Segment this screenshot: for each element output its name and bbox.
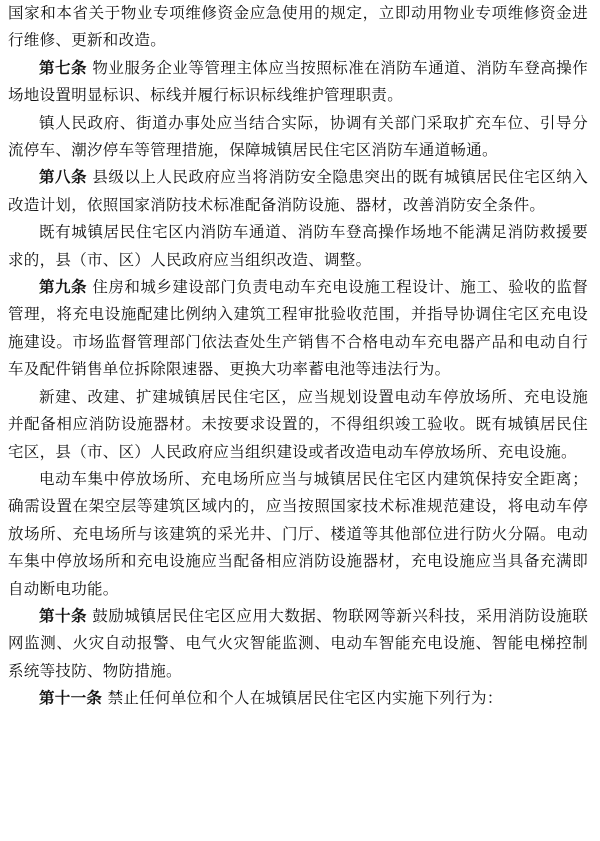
paragraph-0 (8, 0, 588, 55)
paragraph-6 (8, 384, 588, 466)
paragraph-text: 禁止任何单位和个人在城镇居民住宅区内实施下列行为： (107, 689, 503, 708)
article-7 (8, 55, 588, 110)
article-8 (8, 164, 588, 219)
paragraph-text: 既有城镇居民住宅区内消防车通道、消防车登高操作场地不能满足消防救援要求的，县（市、区）人民政府应当组织改造、调整。 (8, 223, 588, 269)
article-heading: 第十条 (39, 606, 87, 625)
article-heading: 第七条 (39, 58, 87, 77)
paragraph-text: 物业服务企业等管理主体应当按照标准在消防车通道、消防车登高操作场地设置明显标识、标线并履行标识标线维护管理职责。 (8, 58, 588, 105)
paragraph-text: 新建、改建、扩建城镇居民住宅区，应当规划设置电动车停放场所、充电设施并配备相应消防设施器材。未按要求设置的，不得组织竣工验收。既有城镇居民住宅区，县（市、区）人民政府应当组织建设或者改造电动车停放场所、充电设施。 (8, 387, 588, 461)
paragraph-text: 镇人民政府、街道办事处应当结合实际，协调有关部门采取扩充车位、引导分流停车、潮汐停车等管理措施，保障城镇居民住宅区消防车通道畅通。 (8, 113, 588, 160)
paragraph-4 (8, 219, 588, 274)
paragraph-text: 电动车集中停放场所、充电场所应当与城镇居民住宅区内建筑保持安全距离；确需设置在架空层等建筑区域内的，应当按照国家技术标准规范建设，将电动车停放场所、充电场所与该建筑的采光井、门厅、楼道等其他部位进行防火分隔。电动车集中停放场所和充电设施应当配备相应消防设施器材，充电设施应当具备充满即自动断电功能。 (8, 469, 588, 598)
article-heading: 第八条 (39, 168, 87, 187)
article-10 (8, 603, 588, 685)
paragraph-text: 国家和本省关于物业专项维修资金应急使用的规定，立即动用物业专项维修资金进行维修、更新和改造。 (8, 4, 588, 50)
paragraph-7 (8, 466, 588, 603)
article-heading: 第九条 (39, 278, 87, 297)
article-11 (8, 685, 588, 712)
paragraph-2 (8, 110, 588, 165)
paragraph-text: 县级以上人民政府应当将消防安全隐患突出的既有城镇居民住宅区纳入改造计划，依照国家消防技术标准配备消防设施、器材，改善消防安全条件。 (8, 168, 588, 214)
article-9 (8, 274, 588, 384)
paragraph-text: 鼓励城镇居民住宅区应用大数据、物联网等新兴科技，采用消防设施联网监测、火灾自动报警、电气火灾智能监测、电动车智能充电设施、智能电梯控制系统等技防、物防措施。 (8, 606, 588, 680)
article-heading: 第十一条 (39, 689, 103, 708)
paragraph-text: 住房和城乡建设部门负责电动车充电设施工程设计、施工、验收的监督管理，将充电设施配建比例纳入建筑工程审批验收范围，并指导协调住宅区充电设施建设。市场监督管理部门依法查处生产销售不合格电动车充电器产品和电动自行车及配件销售单位拆除限速器、更换大功率蓄电池等违法行为。 (8, 278, 588, 379)
